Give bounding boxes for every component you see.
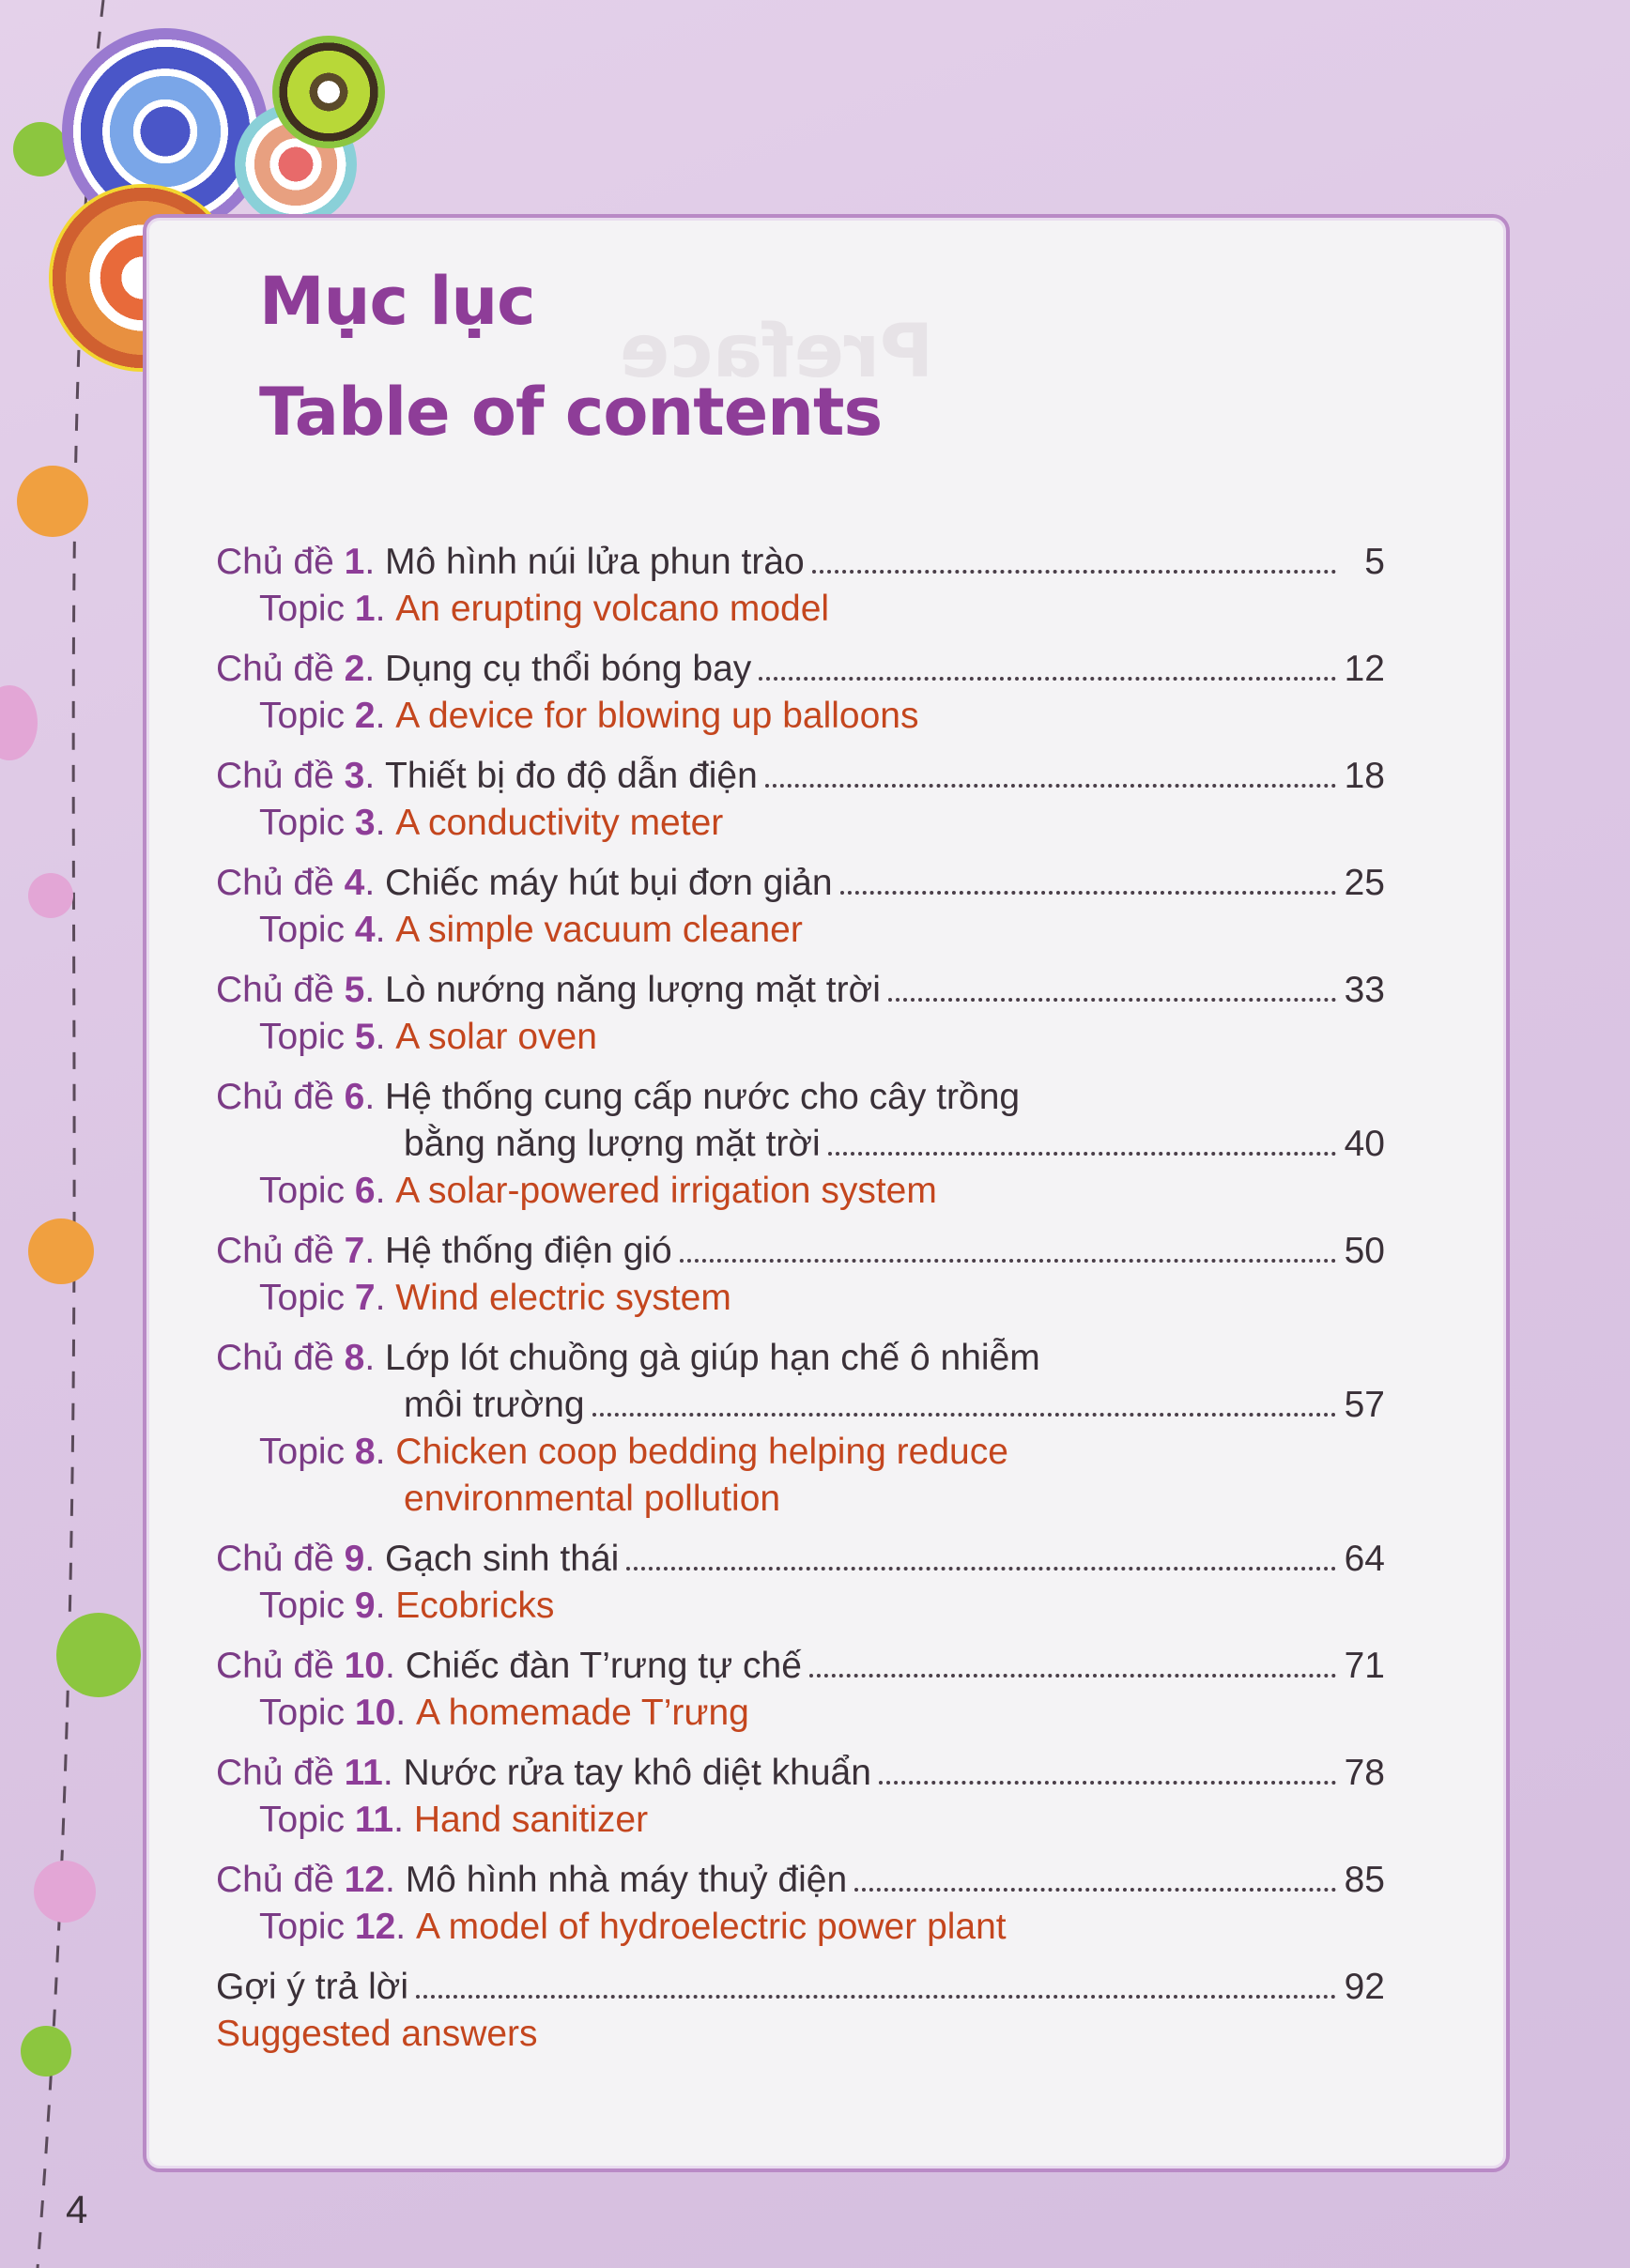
toc-entry[interactable] bbox=[216, 1857, 1385, 1951]
separator: . bbox=[364, 970, 376, 1010]
topic-label: Topic bbox=[259, 803, 346, 843]
chapter-label: Chủ đề bbox=[216, 1753, 334, 1793]
topic-number: 7 bbox=[354, 1278, 376, 1318]
page-ref: 57 bbox=[1344, 1385, 1385, 1425]
chapter-label: Chủ đề bbox=[216, 1231, 334, 1271]
chapter-title-vi: Gạch sinh thái bbox=[385, 1539, 620, 1579]
topic-title-en: A solar oven bbox=[395, 1017, 597, 1057]
topic-label: Topic bbox=[259, 1800, 346, 1840]
topic-label: Topic bbox=[259, 696, 346, 736]
toc-entry[interactable] bbox=[216, 967, 1385, 1061]
topic-number: 1 bbox=[354, 589, 376, 629]
separator: . bbox=[393, 1800, 404, 1840]
topic-number: 11 bbox=[354, 1800, 394, 1840]
topic-number: 10 bbox=[354, 1693, 396, 1733]
dot-leader bbox=[759, 677, 1336, 681]
topic-label: Topic bbox=[259, 1586, 346, 1626]
chapter-number: 10 bbox=[344, 1646, 385, 1686]
chapter-title-vi: Lớp lót chuồng gà giúp hạn chế ô nhiễm bbox=[385, 1338, 1040, 1378]
separator: . bbox=[364, 1539, 376, 1579]
dot-leader bbox=[888, 998, 1336, 1002]
chapter-number: 11 bbox=[344, 1753, 383, 1793]
chapter-label: Chủ đề bbox=[216, 542, 334, 582]
separator: . bbox=[364, 542, 376, 582]
page-title-vietnamese: Mục lục bbox=[259, 263, 535, 340]
chapter-label: Chủ đề bbox=[216, 1338, 334, 1378]
page-ref: 33 bbox=[1344, 970, 1385, 1010]
chapter-title-vi: Hệ thống cung cấp nước cho cây trồng bbox=[385, 1077, 1021, 1117]
toc-entry-answers[interactable] bbox=[216, 1964, 1385, 2058]
topic-title-en-cont: environmental pollution bbox=[404, 1479, 781, 1519]
show-through-text: Preface bbox=[620, 310, 934, 394]
toc-entry[interactable] bbox=[216, 539, 1385, 633]
toc-entry[interactable] bbox=[216, 1074, 1385, 1215]
chapter-number: 9 bbox=[344, 1539, 365, 1579]
separator: . bbox=[364, 1077, 376, 1117]
chapter-number: 5 bbox=[344, 970, 365, 1010]
dot-leader bbox=[592, 1413, 1336, 1417]
dot-leader bbox=[809, 1674, 1336, 1678]
chapter-label: Chủ đề bbox=[216, 649, 334, 689]
page-ref: 50 bbox=[1344, 1231, 1385, 1271]
orange-dot bbox=[17, 466, 88, 537]
separator: . bbox=[395, 1693, 407, 1733]
chapter-number: 7 bbox=[344, 1231, 365, 1271]
dot-leader bbox=[626, 1567, 1336, 1571]
separator: . bbox=[375, 1017, 386, 1057]
page-ref: 92 bbox=[1344, 1967, 1385, 2007]
chapter-title-vi: Mô hình nhà máy thuỷ điện bbox=[405, 1860, 848, 1900]
green-dot bbox=[21, 2026, 71, 2076]
topic-label: Topic bbox=[259, 1432, 346, 1472]
topic-label: Topic bbox=[259, 1907, 346, 1947]
dot-leader bbox=[812, 570, 1336, 574]
separator: . bbox=[375, 1432, 386, 1472]
toc-entry[interactable] bbox=[216, 1643, 1385, 1737]
topic-label: Topic bbox=[259, 1278, 346, 1318]
dot-leader bbox=[879, 1781, 1336, 1785]
chapter-label: Chủ đề bbox=[216, 1646, 334, 1686]
dot-leader bbox=[765, 784, 1336, 788]
orange-dot bbox=[28, 1218, 94, 1284]
page-number: 4 bbox=[66, 2187, 88, 2231]
page-ref: 18 bbox=[1344, 756, 1385, 796]
chapter-title-vi: Lò nướng năng lượng mặt trời bbox=[385, 970, 881, 1010]
topic-title-en: Chicken coop bedding helping reduce bbox=[395, 1432, 1008, 1472]
chapter-number: 3 bbox=[344, 756, 365, 796]
separator: . bbox=[395, 1907, 407, 1947]
topic-title-en: A homemade T’rưng bbox=[415, 1693, 749, 1733]
topic-number: 5 bbox=[354, 1017, 376, 1057]
topic-title-en: Wind electric system bbox=[395, 1278, 731, 1318]
dot-leader bbox=[840, 891, 1336, 895]
chapter-number: 1 bbox=[344, 542, 365, 582]
topic-number: 9 bbox=[354, 1586, 376, 1626]
chapter-title-vi: môi trường bbox=[404, 1385, 585, 1425]
separator: . bbox=[364, 756, 376, 796]
answers-title-en: Suggested answers bbox=[216, 2014, 538, 2054]
chapter-label: Chủ đề bbox=[216, 1860, 334, 1900]
page-ref: 85 bbox=[1344, 1860, 1385, 1900]
topic-title-en: A device for blowing up balloons bbox=[395, 696, 919, 736]
page-ref: 12 bbox=[1344, 649, 1385, 689]
chapter-title-vi: Nước rửa tay khô diệt khuẩn bbox=[403, 1753, 871, 1793]
table-of-contents bbox=[216, 539, 1385, 2071]
separator: . bbox=[375, 1278, 386, 1318]
pink-dot bbox=[34, 1861, 96, 1923]
toc-entry[interactable] bbox=[216, 1228, 1385, 1322]
page-ref: 5 bbox=[1364, 542, 1385, 582]
page-title-english: Table of contents bbox=[259, 374, 883, 451]
topic-label: Topic bbox=[259, 589, 346, 629]
chapter-title-vi: bằng năng lượng mặt trời bbox=[404, 1124, 821, 1164]
chapter-number: 6 bbox=[344, 1077, 365, 1117]
separator: . bbox=[375, 1171, 386, 1211]
chapter-label: Chủ đề bbox=[216, 1077, 334, 1117]
chapter-label: Chủ đề bbox=[216, 1539, 334, 1579]
chapter-number: 8 bbox=[344, 1338, 365, 1378]
chapter-title-vi: Chiếc máy hút bụi đơn giản bbox=[385, 863, 833, 903]
topic-label: Topic bbox=[259, 910, 346, 950]
separator: . bbox=[364, 649, 376, 689]
chapter-label: Chủ đề bbox=[216, 970, 334, 1010]
topic-title-en: Ecobricks bbox=[395, 1586, 555, 1626]
answers-title-vi: Gợi ý trả lời bbox=[216, 1967, 408, 2007]
separator: . bbox=[385, 1646, 395, 1686]
separator: . bbox=[375, 803, 386, 843]
toc-entry[interactable] bbox=[216, 860, 1385, 954]
toc-entry[interactable] bbox=[216, 646, 1385, 740]
toc-entry[interactable] bbox=[216, 753, 1385, 847]
page-ref: 64 bbox=[1344, 1539, 1385, 1579]
topic-number: 4 bbox=[354, 910, 376, 950]
chapter-number: 4 bbox=[344, 863, 365, 903]
separator: . bbox=[385, 1860, 395, 1900]
separator: . bbox=[364, 863, 376, 903]
page-ref: 71 bbox=[1344, 1646, 1385, 1686]
separator: . bbox=[375, 1586, 386, 1626]
chapter-title-vi: Chiếc đàn T’rưng tự chế bbox=[405, 1646, 802, 1686]
topic-number: 6 bbox=[354, 1171, 376, 1211]
chapter-title-vi: Thiết bị đo độ dẫn điện bbox=[385, 756, 758, 796]
chapter-title-vi: Mô hình núi lửa phun trào bbox=[385, 542, 805, 582]
pink-dot bbox=[28, 873, 73, 918]
separator: . bbox=[375, 589, 386, 629]
green-ring-decoration bbox=[272, 36, 385, 148]
topic-number: 8 bbox=[354, 1432, 376, 1472]
chapter-title-vi: Hệ thống điện gió bbox=[385, 1231, 672, 1271]
page-ref: 78 bbox=[1344, 1753, 1385, 1793]
topic-title-en: A solar-powered irrigation system bbox=[395, 1171, 937, 1211]
topic-number: 12 bbox=[354, 1907, 396, 1947]
topic-title-en: An erupting volcano model bbox=[395, 589, 830, 629]
page-ref: 25 bbox=[1344, 863, 1385, 903]
green-dot bbox=[13, 122, 68, 176]
chapter-title-vi: Dụng cụ thổi bóng bay bbox=[385, 649, 752, 689]
topic-title-en: A simple vacuum cleaner bbox=[395, 910, 803, 950]
dot-leader bbox=[680, 1259, 1336, 1263]
separator: . bbox=[375, 910, 386, 950]
topic-label: Topic bbox=[259, 1017, 346, 1057]
chapter-number: 2 bbox=[344, 649, 365, 689]
topic-title-en: Hand sanitizer bbox=[413, 1800, 649, 1840]
green-dot bbox=[56, 1613, 141, 1697]
dot-leader bbox=[828, 1152, 1336, 1156]
toc-entry[interactable] bbox=[216, 1536, 1385, 1630]
topic-label: Topic bbox=[259, 1693, 346, 1733]
separator: . bbox=[382, 1753, 393, 1793]
chapter-number: 12 bbox=[344, 1860, 385, 1900]
topic-number: 3 bbox=[354, 803, 376, 843]
separator: . bbox=[375, 696, 386, 736]
dot-leader bbox=[416, 1995, 1336, 1999]
page-ref: 40 bbox=[1344, 1124, 1385, 1164]
topic-label: Topic bbox=[259, 1171, 346, 1211]
toc-entry[interactable] bbox=[216, 1335, 1385, 1523]
chapter-label: Chủ đề bbox=[216, 756, 334, 796]
topic-title-en: A model of hydroelectric power plant bbox=[415, 1907, 1007, 1947]
topic-number: 2 bbox=[354, 696, 376, 736]
dot-leader bbox=[854, 1888, 1336, 1892]
separator: . bbox=[364, 1231, 376, 1271]
toc-entry[interactable] bbox=[216, 1750, 1385, 1844]
topic-title-en: A conductivity meter bbox=[395, 803, 724, 843]
separator: . bbox=[364, 1338, 376, 1378]
chapter-label: Chủ đề bbox=[216, 863, 334, 903]
